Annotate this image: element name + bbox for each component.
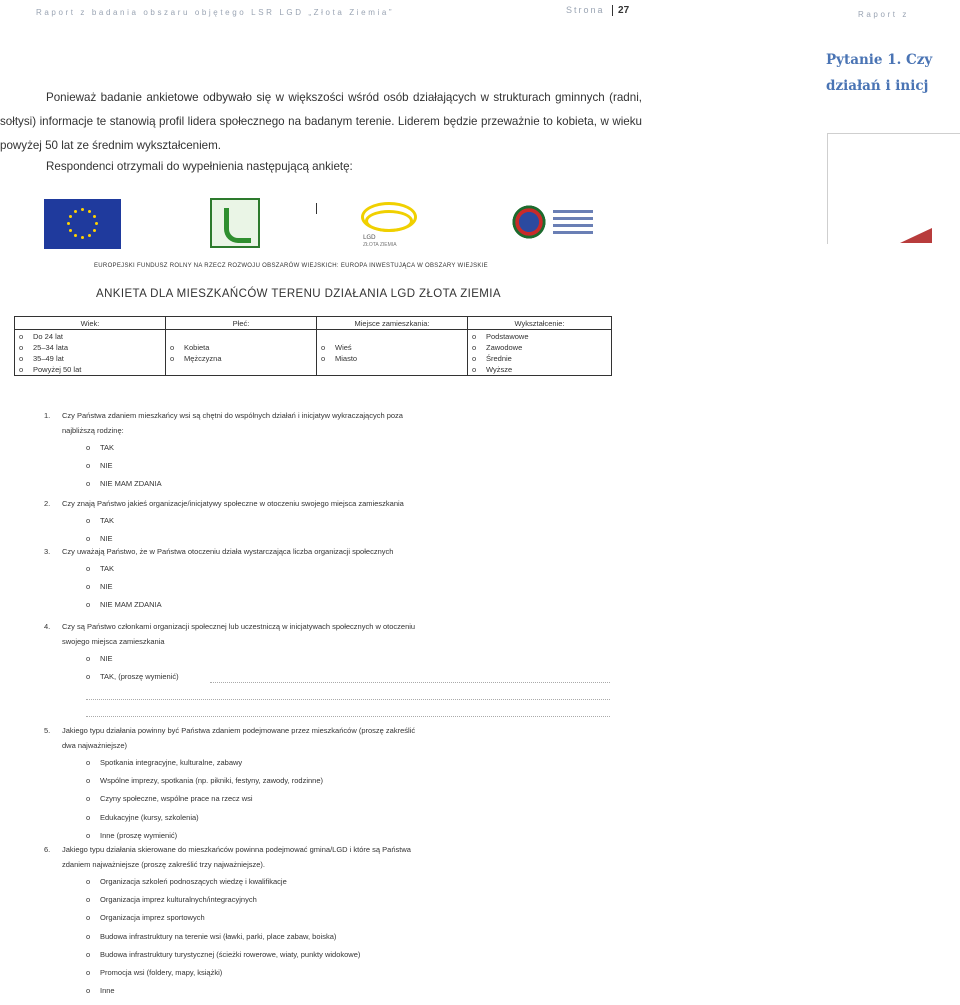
survey-title: ANKIETA DLA MIESZKAŃCÓW TERENU DZIAŁANIA LGD ZŁOTA ZIEMIA	[96, 288, 501, 300]
residence-cell	[317, 330, 468, 376]
page-header: Raport z badania obszaru objętego LSR LGD „Złota Ziemia”	[36, 8, 395, 17]
question-text: 1. Czy Państwa zdaniem mieszkańcy wsi są chętni do wspólnych działań i inicjatyw wykraczających poza	[44, 411, 403, 420]
eu-flag-logo	[44, 199, 121, 249]
question-text: 2. Czy znają Państwo jakieś organizacje/inicjatywy społeczne w otoczeniu swojego miejsca zamieszkania	[44, 499, 404, 508]
answer-option[interactable]: o NIE	[86, 582, 113, 592]
eu-star-icon	[69, 229, 72, 232]
answer-option[interactable]: o Czyny społeczne, wspólne prace na rzecz wsi	[86, 794, 253, 804]
answer-option[interactable]: o TAK, (proszę wymienić)	[86, 672, 179, 682]
table-header: Płeć:	[166, 317, 317, 330]
answer-option[interactable]: o TAK	[86, 564, 115, 573]
answer-option[interactable]: o NIE	[86, 461, 113, 471]
prow-logo	[505, 198, 595, 253]
question-text: 5. Jakiego typu działania powinny być Państwa zdaniem podejmowane przez mieszkańców (proszę zakreślić	[44, 726, 416, 735]
eu-star-icon	[88, 210, 91, 213]
lgd-logo-text: ZŁOTA ZIEMIA	[363, 242, 397, 248]
checkbox-option[interactable]: o Wieś	[321, 343, 352, 352]
eu-star-icon	[67, 222, 70, 225]
answer-option[interactable]: o NIE	[86, 534, 113, 544]
answer-fill-line[interactable]	[210, 681, 610, 683]
prow-star-icon	[509, 202, 549, 242]
demographics-table	[14, 316, 612, 376]
answer-option[interactable]: o NIE MAM ZDANIA	[86, 600, 162, 610]
checkbox-option[interactable]: o Podstawowe	[472, 332, 529, 341]
answer-fill-line[interactable]	[86, 698, 610, 700]
answer-option[interactable]: o Organizacja imprez kulturalnych/integracyjnych	[86, 895, 257, 905]
answer-option[interactable]: o Inne (proszę wymienić)	[86, 830, 178, 840]
page-header: Raport z	[858, 10, 910, 19]
answer-option[interactable]: o Promocja wsi (foldery, mapy, książki)	[86, 968, 223, 977]
eu-star-icon	[93, 215, 96, 218]
answer-option[interactable]: o Spotkania integracyjne, kulturalne, zabawy	[86, 758, 243, 767]
answer-option[interactable]: o Inne	[86, 986, 115, 996]
lgd-logo-title: LGD	[363, 234, 376, 241]
answer-option[interactable]: o NIE	[86, 654, 113, 663]
question-text: 6. Jakiego typu działania skierowane do mieszkańców powinna podejmować gmina/LGD i które są Państwa	[44, 845, 411, 854]
survey-intro: Respondenci otrzymali do wypełnienia następującą ankietę:	[46, 160, 353, 173]
eu-star-icon	[95, 222, 98, 225]
checkbox-option[interactable]: o Kobieta	[170, 343, 210, 352]
checkbox-option[interactable]: o 25–34 lata	[19, 343, 69, 352]
chart-frame	[827, 133, 960, 244]
answer-option[interactable]: o Wspólne imprezy, spotkania (np. pikniki, festyny, zawody, rodzinne)	[86, 776, 324, 786]
eu-star-icon	[88, 234, 91, 237]
question-heading: działań i inicj	[826, 78, 929, 94]
page-label: Strona	[566, 5, 605, 15]
lgd-ring-icon	[365, 210, 413, 232]
next-page	[800, 0, 960, 1005]
chart-slice	[900, 228, 932, 243]
eu-star-icon	[81, 208, 84, 211]
question-heading: Pytanie 1. Czy	[826, 52, 933, 68]
answer-option[interactable]: o Budowa infrastruktury turystycznej (ścieżki rowerowe, wiaty, punkty widokowe)	[86, 949, 361, 959]
checkbox-option[interactable]: o 35–49 lat	[19, 354, 64, 363]
text-cursor	[316, 203, 317, 214]
checkbox-option[interactable]: o Mężczyzna	[170, 354, 222, 363]
answer-fill-line[interactable]	[86, 715, 610, 717]
intro-paragraph-text: Ponieważ badanie ankietowe odbywało się w większości wśród osób działających w strukturach gminnych (radni, sołtysi) informacje te stanowią profil lidera społecznego na badanym terenie. Liderem będzie przeważnie to kobieta, w wieku powyżej 50 lat ze średnim wykształceniem.	[0, 91, 642, 152]
prow-logo-text	[553, 210, 593, 238]
eu-star-icon	[81, 236, 84, 239]
answer-option[interactable]: o Budowa infrastruktury na terenie wsi (ławki, parki, place zabaw, boiska)	[86, 931, 337, 941]
question-text: zdaniem najważniejsze (proszę zakreślić trzy najważniejsze).	[62, 860, 265, 869]
answer-option[interactable]: o TAK	[86, 443, 115, 452]
checkbox-option[interactable]: o Do 24 lat	[19, 332, 64, 341]
eu-star-icon	[74, 234, 77, 237]
age-cell	[15, 330, 166, 376]
eu-star-icon	[93, 229, 96, 232]
gender-cell	[166, 330, 317, 376]
checkbox-option[interactable]: o Powyżej 50 lat	[19, 365, 82, 374]
table-header: Wiek:	[15, 317, 166, 330]
lgd-logo	[355, 198, 425, 254]
question-text: najbliższą rodzinę:	[62, 426, 124, 435]
table-header: Miejsce zamieszkania:	[317, 317, 468, 330]
page-number-value: 27	[612, 5, 629, 16]
checkbox-option[interactable]: o Miasto	[321, 354, 358, 363]
page-number	[566, 5, 629, 16]
checkbox-option[interactable]: o Średnie	[472, 354, 512, 363]
question-text: dwa najważniejsze)	[62, 741, 128, 750]
funding-line: EUROPEJSKI FUNDUSZ ROLNY NA RZECZ ROZWOJU OBSZARÓW WIEJSKICH: EUROPA INWESTUJĄCA W OBSZARY WIEJSKIE	[94, 263, 488, 269]
question-text: swojego miejsca zamieszkania	[62, 637, 165, 646]
checkbox-option[interactable]: o Wyższe	[472, 365, 513, 374]
answer-option[interactable]: o Organizacja imprez sportowych	[86, 913, 205, 923]
table-header: Wykształcenie:	[468, 317, 612, 330]
question-text: 4. Czy są Państwo członkami organizacji społecznej lub uczestniczą w inicjatywach społecznych w otoczeniu	[44, 622, 416, 631]
answer-option[interactable]: o Organizacja szkoleń podnoszących wiedzę i kwalifikacje	[86, 877, 287, 886]
checkbox-option[interactable]: o Zawodowe	[472, 343, 523, 352]
answer-option[interactable]: o Edukacyjne (kursy, szkolenia)	[86, 812, 199, 822]
question-text: 3. Czy uważają Państwo, że w Państwa otoczeniu działa wystarczająca liczba organizacji społecznych	[44, 547, 394, 556]
answer-option[interactable]: o TAK	[86, 516, 115, 525]
education-cell	[468, 330, 612, 376]
intro-paragraph	[0, 86, 642, 158]
leader-logo	[210, 198, 260, 248]
eu-star-icon	[69, 215, 72, 218]
answer-option[interactable]: o NIE MAM ZDANIA	[86, 479, 162, 489]
eu-star-icon	[74, 210, 77, 213]
